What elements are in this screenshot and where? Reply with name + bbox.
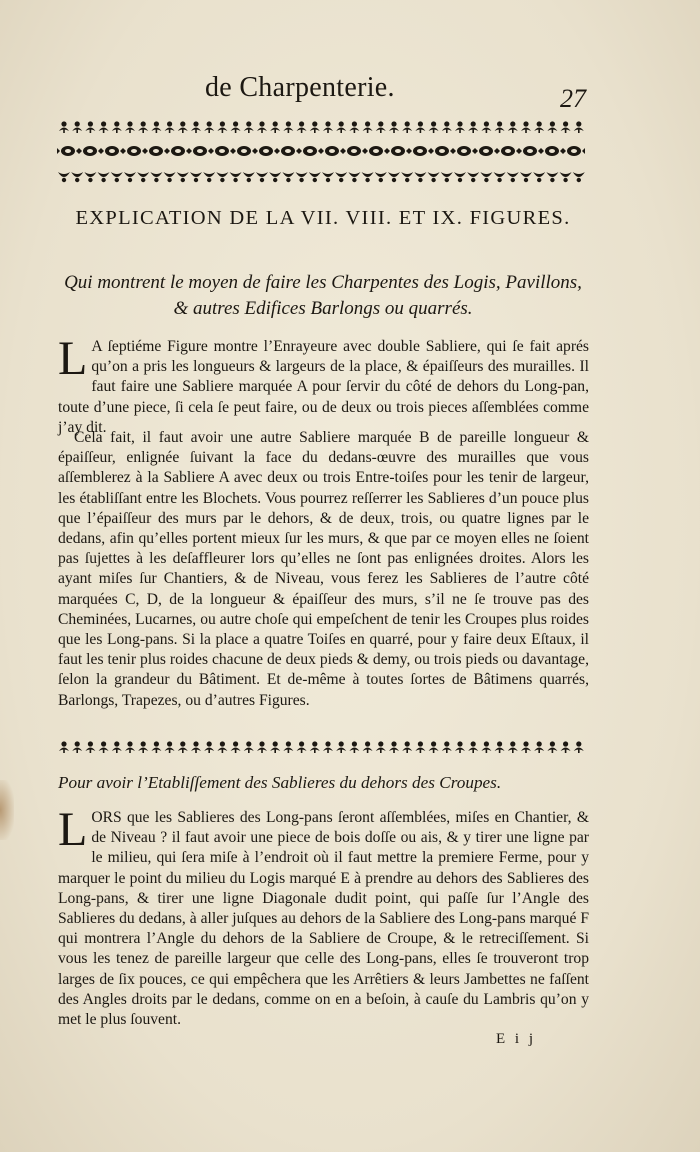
fleuron-icon: [98, 172, 110, 182]
fleuron-icon: [72, 741, 82, 753]
fleuron-band-icon: [56, 118, 588, 190]
fleuron-icon: [546, 172, 558, 182]
fleuron-icon: [560, 172, 572, 182]
fleuron-icon: [138, 741, 148, 753]
fleuron-icon: [468, 121, 478, 133]
fleuron-icon: [310, 121, 320, 133]
fleuron-icon: [402, 741, 412, 753]
fleuron-icon: [365, 146, 387, 156]
fleuron-icon: [519, 146, 541, 156]
fleuron-icon: [431, 146, 453, 156]
paragraph-3: [58, 803, 589, 1030]
fleuron-icon: [244, 741, 254, 753]
fleuron-icon: [415, 741, 425, 753]
headpiece-ornament: [56, 118, 588, 190]
fleuron-icon: [99, 741, 109, 753]
fleuron-icon: [151, 741, 161, 753]
fleuron-icon: [310, 741, 320, 753]
fleuron-icon: [255, 146, 277, 156]
paragraph-3-text: ORS que les Sablieres des Long-pans ſeront aſſemblées, miſes en Chantier, & de Niveau ? il faut avoir une piece de bois doſſe ou ais, & y tirer une ligne par le milieu, qui ſera miſe à l’endroit où il faut mettre la premiere Ferme, pour y marquer le point du milieu du Logis marqué E à prendre au dehors des Sablieres des Long-pans, & tirer une ligne Diagonale dudit point, qui paſſe ſur l’Angle des Sablieres du dedans, à aller juſques au dehors de la Sabliere des Long-pans marqué F qui montrera l’Angle du dehors de la Sabliere de Croupe, & le retreciſſement. Si vous les tenez de pareille largeur que celle des Long-pans, elles ſe trouveront trop larges de ſix pouces, ce qui empêchera que les Arrêtiers & leurs Jambettes ne faſſent des Angles droits par le dedans, comme on en a beſoin, à cauſe du Lambris qu’on y met le plus ſouvent.: [58, 809, 589, 1029]
fleuron-icon: [495, 121, 505, 133]
fleuron-icon: [349, 741, 359, 753]
fleuron-icon: [243, 172, 255, 182]
fleuron-icon: [561, 121, 571, 133]
fleuron-icon: [494, 172, 506, 182]
fleuron-icon: [296, 172, 308, 182]
fleuron-icon: [297, 121, 307, 133]
drop-cap-initial: L: [58, 332, 88, 385]
fleuron-icon: [165, 741, 175, 753]
signature-mark: E i j: [496, 1031, 536, 1047]
section-subtitle: Qui montrent le moyen de faire les Charpentes des Logis, Pavillons, & autres Edifices Barlongs ou quarrés.: [64, 272, 582, 319]
fleuron-icon: [507, 172, 519, 182]
fleuron-icon: [211, 146, 233, 156]
section-heading: Pour avoir l’Etabliſſement des Sablieres du dehors des Croupes.: [58, 773, 502, 792]
fleuron-icon: [72, 121, 82, 133]
fleuron-icon: [389, 121, 399, 133]
fleuron-icon: [481, 121, 491, 133]
fleuron-icon: [145, 146, 167, 156]
fleuron-icon: [283, 741, 293, 753]
page-stain: [0, 780, 14, 840]
fleuron-icon: [541, 146, 563, 156]
fleuron-icon: [217, 741, 227, 753]
fleuron-icon: [277, 146, 299, 156]
fleuron-icon: [574, 741, 584, 753]
fleuron-icon: [178, 741, 188, 753]
fleuron-icon: [455, 741, 465, 753]
fleuron-icon: [244, 121, 254, 133]
fleuron-icon: [454, 172, 466, 182]
fleuron-icon: [561, 741, 571, 753]
fleuron-icon: [480, 172, 492, 182]
fleuron-icon: [547, 121, 557, 133]
fleuron-icon: [375, 172, 387, 182]
fleuron-icon: [59, 741, 69, 753]
fleuron-icon: [270, 121, 280, 133]
fleuron-icon: [297, 741, 307, 753]
fleuron-icon: [112, 121, 122, 133]
fleuron-icon: [387, 146, 409, 156]
fleuron-icon: [376, 741, 386, 753]
fleuron-icon: [231, 121, 241, 133]
fleuron-icon: [389, 741, 399, 753]
fleuron-icon: [428, 172, 440, 182]
fleuron-icon: [283, 121, 293, 133]
fleuron-icon: [363, 741, 373, 753]
fleuron-icon: [323, 121, 333, 133]
fleuron-icon: [203, 172, 215, 182]
fleuron-icon: [84, 172, 96, 182]
fleuron-icon: [573, 172, 585, 182]
fleuron-icon: [257, 121, 267, 133]
fleuron-icon: [233, 146, 255, 156]
fleuron-icon: [534, 741, 544, 753]
fleuron-icon: [348, 172, 360, 182]
fleuron-icon: [191, 121, 201, 133]
fleuron-icon: [164, 172, 176, 182]
fleuron-icon: [336, 741, 346, 753]
fleuron-icon: [455, 121, 465, 133]
fleuron-icon: [282, 172, 294, 182]
fleuron-icon: [57, 146, 79, 156]
fleuron-icon: [475, 146, 497, 156]
fleuron-icon: [414, 172, 426, 182]
fleuron-icon: [85, 121, 95, 133]
fleuron-icon: [177, 172, 189, 182]
page-number: 27: [560, 84, 586, 113]
fleuron-icon: [299, 146, 321, 156]
paragraph-1-text: A ſeptiéme Figure montre l’Enrayeure avec double Sabliere, qui ſe fait aprés qu’on a pris les longueurs & largeurs de la place, & épaiſſeurs des murailles. Il faut faire une Sabliere marquée A pour ſervir du côté de dehors du Long-pan, toute d’une piece, ſi cela ſe peut faire, ou de deux ou trois pieces aſſemblées comme j’ay dit.: [58, 338, 589, 436]
fleuron-icon: [59, 121, 69, 133]
fleuron-icon: [270, 741, 280, 753]
fleuron-icon: [257, 741, 267, 753]
fleuron-icon: [520, 172, 532, 182]
fleuron-icon: [256, 172, 268, 182]
fleuron-icon: [442, 741, 452, 753]
fleuron-icon: [401, 172, 413, 182]
fleuron-icon: [547, 741, 557, 753]
fleuron-icon: [191, 741, 201, 753]
divider-ornament: [56, 738, 588, 756]
fleuron-icon: [349, 121, 359, 133]
fleuron-icon: [574, 121, 584, 133]
fleuron-icon: [269, 172, 281, 182]
fleuron-icon: [441, 172, 453, 182]
fleuron-icon: [138, 121, 148, 133]
fleuron-icon: [335, 172, 347, 182]
fleuron-icon: [429, 741, 439, 753]
fleuron-icon: [521, 121, 531, 133]
fleuron-icon: [189, 146, 211, 156]
fleuron-icon: [497, 146, 519, 156]
fleuron-icon: [534, 121, 544, 133]
fleuron-icon: [85, 741, 95, 753]
fleuron-icon: [101, 146, 123, 156]
fleuron-icon: [442, 121, 452, 133]
paragraph-1: [58, 332, 589, 438]
fleuron-icon: [111, 172, 123, 182]
fleuron-icon: [165, 121, 175, 133]
section-title: EXPLICATION DE LA VII. VIII. ET IX. FIGURES.: [75, 207, 571, 229]
fleuron-icon: [58, 172, 70, 182]
fleuron-divider-icon: [56, 738, 588, 756]
fleuron-icon: [71, 172, 83, 182]
fleuron-icon: [409, 146, 431, 156]
fleuron-icon: [495, 741, 505, 753]
fleuron-icon: [217, 121, 227, 133]
fleuron-icon: [343, 146, 365, 156]
fleuron-icon: [453, 146, 475, 156]
fleuron-icon: [309, 172, 321, 182]
fleuron-icon: [150, 172, 162, 182]
fleuron-icon: [481, 741, 491, 753]
fleuron-icon: [468, 741, 478, 753]
fleuron-icon: [125, 741, 135, 753]
fleuron-icon: [137, 172, 149, 182]
fleuron-icon: [204, 741, 214, 753]
fleuron-icon: [563, 146, 585, 156]
running-head: de Charpenterie.: [205, 72, 395, 103]
fleuron-icon: [402, 121, 412, 133]
fleuron-icon: [79, 146, 101, 156]
fleuron-icon: [123, 146, 145, 156]
fleuron-icon: [230, 172, 242, 182]
fleuron-icon: [363, 121, 373, 133]
fleuron-icon: [467, 172, 479, 182]
paragraph-2: Cela fait, il faut avoir une autre Sabliere marquée B de pareille longueur & épaiſſeur, enlignée ſuivant la face du dedans-œuvre des murailles que vous aſſemblerez à la Sabliere A avec deux ou trois Entre-toiſes pour les tenir de largeur, les établiſſant entre les Blochets. Vous pourrez reſſerrer les Sablieres d’un pouce plus que l’épaiſſeur des murs par le dehors, & de deux, trois, ou quatre lignes par le dedans, afin qu’elles portent mieux ſur les murs, & que par ce moyen elles ne ſoient pas ſujettes à les deſaffleurer lors qu’elles ne ſont pas enlignées droites. Alors les ayant miſes ſur Chantiers, & de Niveau, vous ferez les Sablieres de l’autre côté marquées C, D, de la longueur & épaiſſeur des murs, s’il ne ſe trouve pas des Cheminées, Lucarnes, ou autre choſe qui empeſchent de tenir les Croupes plus roides que les Long-pans. Si la place a quatre Toiſes en quarré, pour y faire deux Eſtaux, il faut les tenir plus roides chacune de deux pieds & demy, ou trois pieds ou davantage, ſelon la grandeur du Bâtiment. Et de-même à toutes ſortes de Bâtimens quarrés, Barlongs, Trapezes, ou d’autres Figures.: [58, 429, 589, 709]
fleuron-icon: [321, 146, 343, 156]
fleuron-icon: [125, 121, 135, 133]
fleuron-icon: [99, 121, 109, 133]
fleuron-icon: [112, 741, 122, 753]
fleuron-icon: [323, 741, 333, 753]
fleuron-icon: [362, 172, 374, 182]
fleuron-icon: [508, 121, 518, 133]
fleuron-icon: [216, 172, 228, 182]
fleuron-icon: [190, 172, 202, 182]
fleuron-icon: [336, 121, 346, 133]
fleuron-icon: [124, 172, 136, 182]
fleuron-icon: [204, 121, 214, 133]
fleuron-icon: [178, 121, 188, 133]
fleuron-icon: [521, 741, 531, 753]
fleuron-icon: [508, 741, 518, 753]
fleuron-icon: [322, 172, 334, 182]
fleuron-icon: [376, 121, 386, 133]
fleuron-icon: [388, 172, 400, 182]
drop-cap-initial: L: [58, 803, 88, 856]
fleuron-icon: [429, 121, 439, 133]
fleuron-icon: [415, 121, 425, 133]
fleuron-icon: [533, 172, 545, 182]
fleuron-icon: [167, 146, 189, 156]
fleuron-icon: [151, 121, 161, 133]
fleuron-icon: [231, 741, 241, 753]
